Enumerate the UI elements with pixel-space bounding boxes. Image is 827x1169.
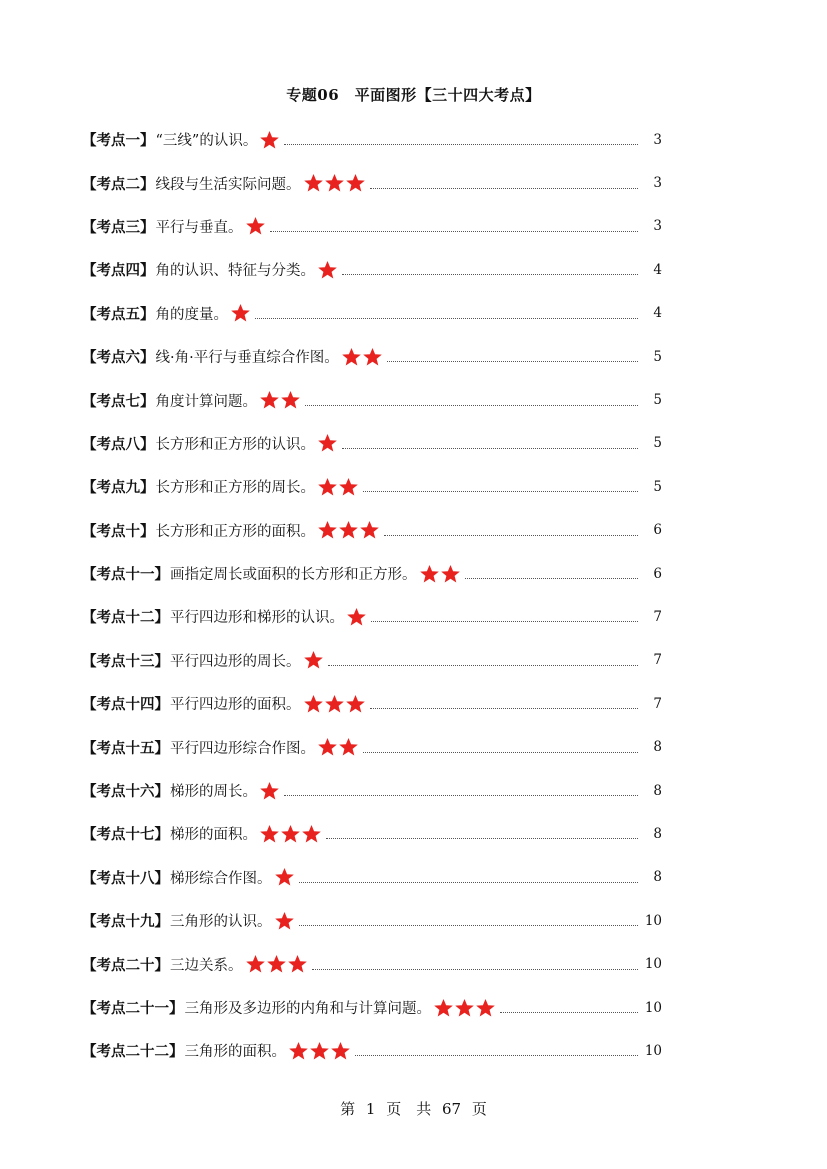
toc-entry-page-number: 3 — [653, 131, 662, 148]
star-icon — [259, 390, 280, 410]
toc-entry[interactable] — [82, 552, 662, 595]
toc-entry[interactable] — [82, 422, 662, 465]
toc-entry-title: 梯形的面积。 — [170, 827, 257, 844]
toc-entry-page-number: 5 — [653, 435, 662, 452]
star-icon — [230, 303, 251, 323]
star-icon — [317, 433, 338, 453]
toc-entry-page-number: 6 — [653, 565, 662, 582]
dot-leader — [326, 838, 638, 839]
difficulty-stars — [259, 130, 280, 150]
difficulty-stars — [259, 781, 280, 801]
star-icon — [259, 781, 280, 801]
toc-entry-title: 角的度量。 — [155, 306, 228, 323]
difficulty-stars — [419, 564, 461, 584]
difficulty-stars — [317, 520, 380, 540]
toc-entry[interactable] — [82, 769, 662, 812]
dot-leader — [299, 882, 639, 883]
toc-entry-title: 长方形和正方形的面积。 — [155, 523, 315, 540]
toc-entry-page-number: 7 — [653, 652, 662, 669]
star-icon — [245, 216, 266, 236]
toc-entry-title: 角度计算问题。 — [155, 393, 257, 410]
toc-entry-title: 平行四边形的周长。 — [170, 653, 301, 670]
star-icon — [303, 650, 324, 670]
footer-mid: 页 共 — [386, 1100, 432, 1118]
difficulty-stars — [303, 694, 366, 714]
dot-leader — [284, 144, 638, 145]
toc-entry[interactable] — [82, 725, 662, 768]
dot-leader — [305, 405, 638, 406]
toc-entry-page-number: 10 — [644, 912, 662, 929]
footer-suffix: 页 — [471, 1100, 487, 1118]
footer-prefix: 第 — [340, 1100, 356, 1118]
dot-leader — [342, 448, 638, 449]
toc-entry-page-number: 4 — [653, 261, 662, 278]
toc-entry[interactable] — [82, 1029, 662, 1072]
toc-entry-label: 【考点十二】 — [82, 609, 169, 627]
footer-total-pages: 67 — [442, 1100, 462, 1118]
toc-entry-label: 【考点二十二】 — [82, 1043, 184, 1061]
difficulty-stars — [346, 607, 367, 627]
dot-leader — [284, 795, 638, 796]
dot-leader — [387, 361, 638, 362]
star-icon — [362, 347, 383, 367]
difficulty-stars — [274, 911, 295, 931]
dot-leader — [500, 1012, 638, 1013]
star-icon — [338, 520, 359, 540]
toc-entry[interactable] — [82, 378, 662, 421]
toc-entry-label: 【考点十】 — [82, 522, 155, 540]
toc-entry-page-number: 3 — [653, 175, 662, 192]
toc-entry[interactable] — [82, 639, 662, 682]
dot-leader — [299, 925, 639, 926]
toc-entry[interactable] — [82, 595, 662, 638]
difficulty-stars — [317, 477, 359, 497]
difficulty-stars — [274, 867, 295, 887]
star-icon — [288, 1041, 309, 1061]
star-icon — [433, 998, 454, 1018]
toc-entry-page-number: 6 — [653, 522, 662, 539]
star-icon — [359, 520, 380, 540]
star-icon — [419, 564, 440, 584]
toc-entry[interactable] — [82, 899, 662, 942]
dot-leader — [355, 1055, 638, 1056]
toc-entry-title: 平行与垂直。 — [155, 219, 243, 236]
star-icon — [345, 173, 366, 193]
toc-entry-label: 【考点九】 — [82, 479, 155, 497]
toc-entry[interactable] — [82, 292, 662, 335]
toc-entry-label: 【考点十九】 — [82, 913, 169, 931]
star-icon — [287, 954, 308, 974]
star-icon — [330, 1041, 351, 1061]
star-icon — [338, 477, 359, 497]
difficulty-stars — [259, 390, 301, 410]
star-icon — [259, 824, 280, 844]
toc-entry-label: 【考点十八】 — [82, 869, 169, 887]
toc-entry-page-number: 8 — [653, 869, 662, 886]
toc-entry-page-number: 7 — [653, 608, 662, 625]
toc-entry[interactable] — [82, 465, 662, 508]
toc-entry[interactable] — [82, 942, 662, 985]
toc-entry-label: 【考点一】 — [82, 132, 155, 150]
toc-entry-page-number: 5 — [653, 478, 662, 495]
dot-leader — [371, 621, 638, 622]
star-icon — [303, 173, 324, 193]
toc-entry-label: 【考点十三】 — [82, 652, 169, 670]
toc-entry-title: 梯形综合作图。 — [170, 870, 272, 887]
toc-entry-label: 【考点二】 — [82, 175, 155, 193]
toc-entry[interactable] — [82, 161, 662, 204]
toc-entry-label: 【考点七】 — [82, 392, 155, 410]
page-footer — [0, 1098, 827, 1119]
star-icon — [280, 824, 301, 844]
toc-entry-title: 画指定周长或面积的长方形和正方形。 — [170, 567, 417, 584]
difficulty-stars — [303, 173, 366, 193]
star-icon — [317, 737, 338, 757]
toc-entry[interactable] — [82, 856, 662, 899]
toc-entry-label: 【考点十一】 — [82, 566, 169, 584]
difficulty-stars — [245, 216, 266, 236]
difficulty-stars — [259, 824, 322, 844]
toc-entry-title: 线·角·平行与垂直综合作图。 — [155, 350, 339, 367]
star-icon — [338, 737, 359, 757]
toc-entry-page-number: 10 — [644, 1042, 662, 1059]
star-icon — [345, 694, 366, 714]
star-icon — [245, 954, 266, 974]
toc-entry-title: 三边关系。 — [170, 957, 243, 974]
toc-entry[interactable] — [82, 335, 662, 378]
toc-entry-title: 三角形及多边形的内角和与计算问题。 — [184, 1001, 431, 1017]
toc-entry-label: 【考点六】 — [82, 349, 155, 367]
toc-entry-page-number: 7 — [653, 695, 662, 712]
toc-entry-title: 三角形的认识。 — [170, 914, 272, 931]
toc-entry-title: 平行四边形综合作图。 — [170, 740, 315, 757]
footer-current-page: 1 — [365, 1100, 376, 1118]
star-icon — [280, 390, 301, 410]
toc-entry-label: 【考点八】 — [82, 435, 155, 453]
star-icon — [317, 260, 338, 280]
dot-leader — [342, 274, 638, 275]
toc-entry-label: 【考点十七】 — [82, 826, 169, 844]
toc-entry-title: 梯形的周长。 — [170, 784, 257, 801]
toc-entry-title: 三角形的面积。 — [184, 1044, 286, 1061]
difficulty-stars — [303, 650, 324, 670]
dot-leader — [363, 491, 638, 492]
star-icon — [324, 173, 345, 193]
star-icon — [324, 694, 345, 714]
document-title: 专题06 平面图形【三十四大考点】 — [286, 86, 541, 104]
dot-leader — [465, 578, 639, 579]
difficulty-stars — [341, 347, 383, 367]
star-icon — [317, 520, 338, 540]
difficulty-stars — [245, 954, 308, 974]
star-icon — [303, 694, 324, 714]
star-icon — [309, 1041, 330, 1061]
toc-entry-page-number: 10 — [644, 999, 662, 1016]
star-icon — [301, 824, 322, 844]
dot-leader — [370, 188, 639, 189]
toc-entry-title: 长方形和正方形的认识。 — [155, 436, 315, 453]
difficulty-stars — [288, 1041, 351, 1061]
star-icon — [274, 867, 295, 887]
toc-entry[interactable] — [82, 509, 662, 552]
star-icon — [440, 564, 461, 584]
toc-entry-page-number: 4 — [653, 305, 662, 322]
toc-entry-label: 【考点三】 — [82, 218, 155, 236]
toc-entry-label: 【考点十四】 — [82, 696, 169, 714]
star-icon — [346, 607, 367, 627]
dot-leader — [255, 318, 638, 319]
toc-entry[interactable] — [82, 986, 662, 1029]
toc-entry-page-number: 8 — [653, 825, 662, 842]
toc-entry-title: “三线”的认识。 — [155, 133, 258, 150]
dot-leader — [312, 969, 639, 970]
dot-leader — [328, 665, 639, 666]
toc-entry-title: 平行四边形的面积。 — [170, 697, 301, 714]
toc-entry-page-number: 10 — [644, 956, 662, 973]
difficulty-stars — [433, 998, 496, 1018]
toc-entry[interactable] — [82, 205, 662, 248]
star-icon — [274, 911, 295, 931]
toc-entry[interactable] — [82, 812, 662, 855]
toc-entry-page-number: 5 — [653, 348, 662, 365]
toc-entry-label: 【考点十六】 — [82, 783, 169, 801]
toc-entry-page-number: 8 — [653, 782, 662, 799]
difficulty-stars — [317, 737, 359, 757]
toc-entry-title: 长方形和正方形的周长。 — [155, 480, 315, 497]
toc-entry-page-number: 8 — [653, 739, 662, 756]
toc-entry[interactable] — [82, 248, 662, 291]
toc-entry-page-number: 3 — [653, 218, 662, 235]
toc-entry-label: 【考点四】 — [82, 262, 155, 280]
toc-entry-page-number: 5 — [653, 392, 662, 409]
toc-entry-title: 线段与生活实际问题。 — [155, 176, 301, 193]
toc-entry-label: 【考点十五】 — [82, 739, 169, 757]
toc-entry[interactable] — [82, 682, 662, 725]
table-of-contents — [82, 118, 662, 1073]
toc-entry-title: 角的认识、特征与分类。 — [155, 263, 315, 280]
toc-entry-title: 平行四边形和梯形的认识。 — [170, 610, 344, 627]
dot-leader — [363, 752, 638, 753]
difficulty-stars — [317, 260, 338, 280]
star-icon — [454, 998, 475, 1018]
toc-entry[interactable] — [82, 118, 662, 161]
dot-leader — [270, 231, 639, 232]
star-icon — [341, 347, 362, 367]
star-icon — [475, 998, 496, 1018]
star-icon — [317, 477, 338, 497]
dot-leader — [384, 535, 638, 536]
difficulty-stars — [317, 433, 338, 453]
difficulty-stars — [230, 303, 251, 323]
dot-leader — [370, 708, 639, 709]
toc-entry-label: 【考点五】 — [82, 305, 155, 323]
toc-entry-label: 【考点二十】 — [82, 956, 169, 974]
star-icon — [266, 954, 287, 974]
toc-entry-label: 【考点二十一】 — [82, 1000, 184, 1017]
star-icon — [259, 130, 280, 150]
